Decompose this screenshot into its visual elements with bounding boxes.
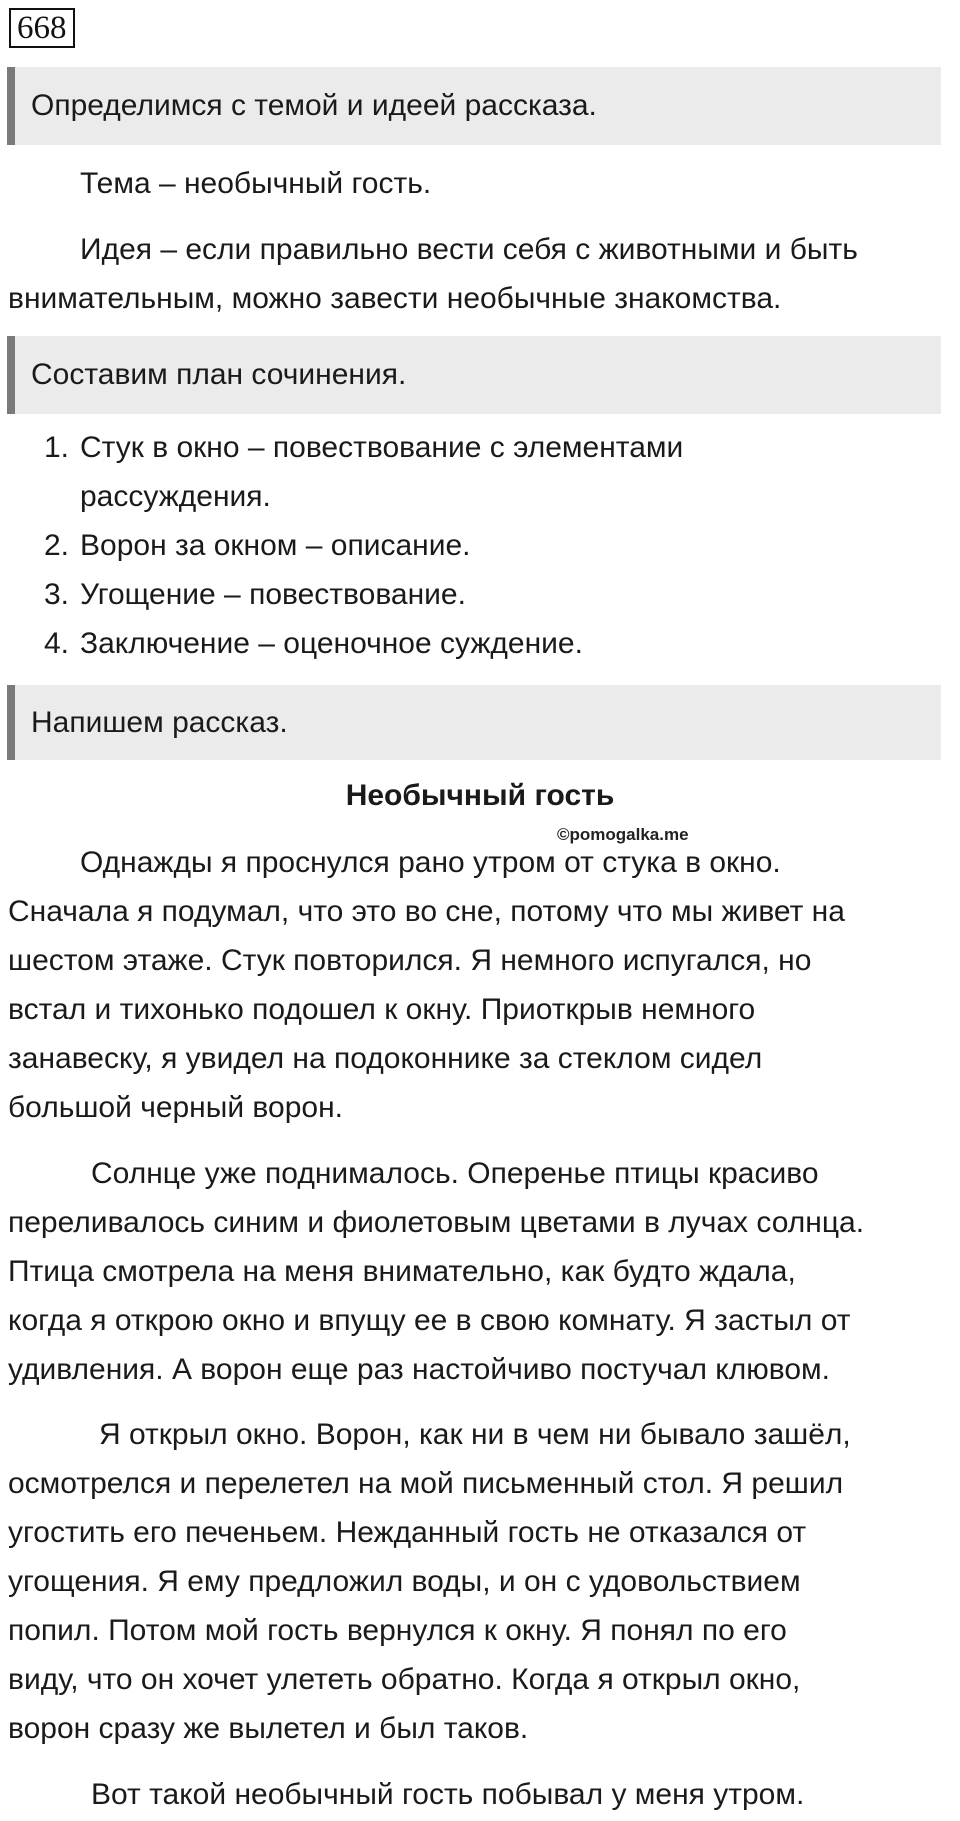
story-p2-line: Солнце уже поднималось. Оперенье птицы красиво	[91, 1157, 819, 1190]
watermark: ©pomogalka.me	[557, 825, 689, 844]
story-p2-line: Птица смотрела на меня внимательно, как будто ждала,	[8, 1255, 796, 1288]
plan-item-number: 1.	[44, 431, 70, 464]
story-p3-line: осмотрелся и перелетел на мой письменный стол. Я решил	[8, 1467, 844, 1500]
plan-item-number: 4.	[44, 627, 70, 660]
story-title: Необычный гость	[345, 779, 615, 812]
section-header-story: Напишем рассказ.	[7, 685, 941, 760]
story-p2-line: когда я открою окно и впущу ее в свою комнату. Я застыл от	[8, 1304, 851, 1337]
story-p1-line: Сначала я подумал, что это во сне, потому что мы живет на	[8, 895, 845, 928]
section-header-theme-idea: Определимся с темой и идеей рассказа.	[7, 67, 941, 145]
plan-item-text: Угощение – повествование.	[80, 578, 466, 611]
story-p3-line: виду, что он хочет улететь обратно. Когда я открыл окно,	[8, 1663, 801, 1696]
plan-item-text: Ворон за окном – описание.	[80, 529, 471, 562]
story-p3-line: ворон сразу же вылетел и был таков.	[8, 1712, 529, 1745]
story-p1-line: Однажды я проснулся рано утром от стука в окно.	[80, 846, 781, 879]
plan-item-text: Стук в окно – повествование с элементами	[80, 431, 684, 464]
plan-item	[44, 575, 466, 615]
plan-item-number: 3.	[44, 578, 70, 611]
story-p1-line: большой черный ворон.	[8, 1091, 343, 1124]
story-p1-line: встал и тихонько подошел к окну. Приоткрыв немного	[8, 993, 756, 1026]
section-header-plan: Составим план сочинения.	[7, 336, 941, 414]
idea-text-line-2: внимательным, можно завести необычные знакомства.	[8, 282, 782, 315]
plan-item-text: Заключение – оценочное суждение.	[80, 627, 583, 660]
plan-item-number: 2.	[44, 529, 70, 562]
plan-item	[44, 526, 471, 566]
plan-item	[44, 624, 583, 664]
story-p3-line: попил. Потом мой гость вернулся к окну. Я понял по его	[8, 1614, 787, 1647]
plan-item	[44, 428, 683, 468]
plan-item-continuation: рассуждения.	[80, 480, 271, 513]
story-p1-line: занавеску, я увидел на подоконнике за стеклом сидел	[8, 1042, 763, 1075]
story-p2-line: переливалось синим и фиолетовым цветами в лучах солнца.	[8, 1206, 865, 1239]
story-p1-line: шестом этаже. Стук повторился. Я немного испугался, но	[8, 944, 812, 977]
idea-text-line-1: Идея – если правильно вести себя с животными и быть	[80, 233, 858, 266]
story-p3-line: угостить его печеньем. Нежданный гость не отказался от	[8, 1516, 807, 1549]
theme-text: Тема – необычный гость.	[80, 167, 432, 200]
story-p2-line: удивления. А ворон еще раз настойчиво постучал клювом.	[8, 1353, 830, 1386]
task-number: 668	[9, 8, 75, 48]
story-p3-line: Я открыл окно. Ворон, как ни в чем ни бывало зашёл,	[99, 1418, 851, 1451]
story-p4-line: Вот такой необычный гость побывал у меня утром.	[91, 1778, 805, 1811]
story-p3-line: угощения. Я ему предложил воды, и он с удовольствием	[8, 1565, 801, 1598]
